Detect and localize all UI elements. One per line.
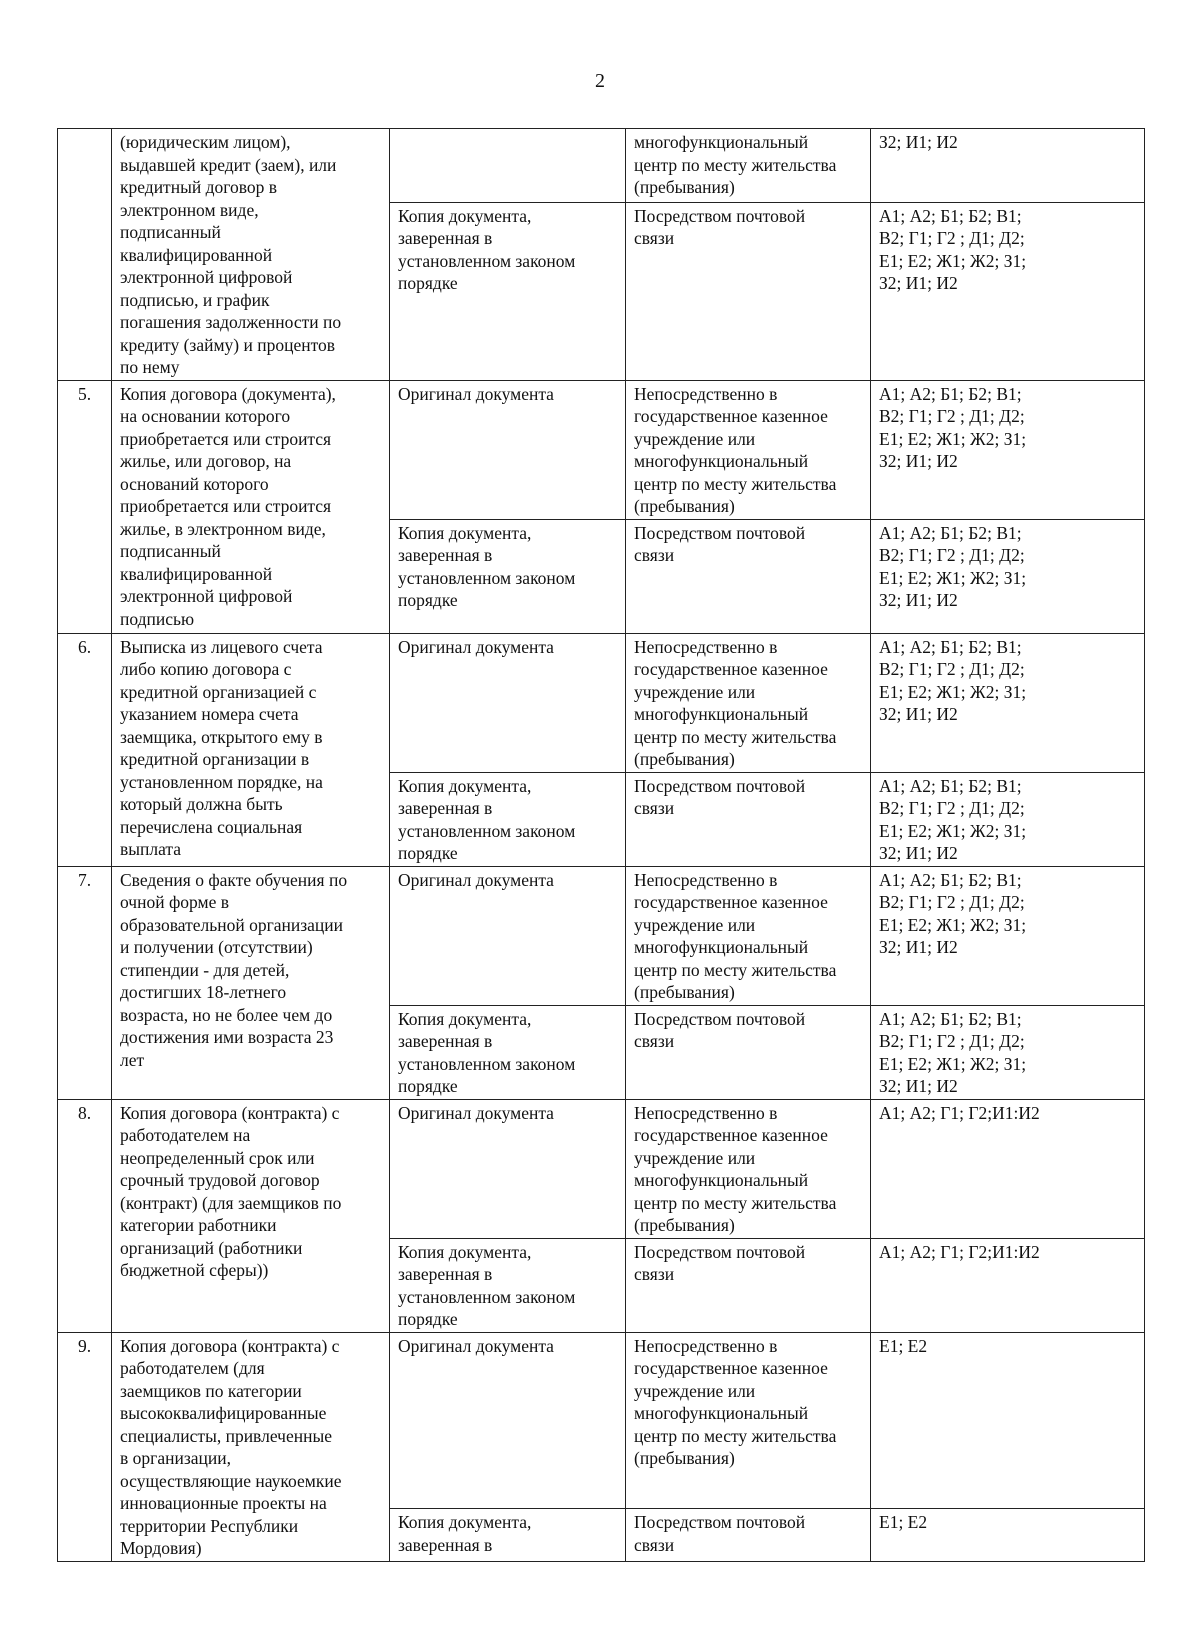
document-name: Копия договора (документа), на основании которого приобретается или строится жилье, или договор, на оснований которого приобретается или строится жилье, в электронном виде, подписанный квалифицированной электронной цифровой подписью: [112, 380, 390, 633]
submission-method: многофункциональный центр по месту жительства (пребывания): [626, 129, 871, 203]
row-number: 5.: [58, 380, 112, 633]
table-row: [58, 866, 1145, 1005]
document-form: Оригинал документа: [390, 1332, 626, 1509]
submission-method: Посредством почтовой связи: [626, 1238, 871, 1332]
category-codes: Е1; Е2: [871, 1509, 1145, 1561]
submission-method: Непосредственно в государственное казенное учреждение или многофункциональный центр по месту жительства (пребывания): [626, 1099, 871, 1238]
table-row: [58, 1332, 1145, 1509]
category-codes: А1; А2; Б1; Б2; В1; В2; Г1; Г2 ; Д1; Д2; Е1; Е2; Ж1; Ж2; З1; З2; И1; И2: [871, 380, 1145, 519]
document-form: Оригинал документа: [390, 633, 626, 772]
document-name: Копия договора (контракта) с работодателем на неопределенный срок или срочный трудовой договор (контракт) (для заемщиков по категории работники организаций (работники бюджетной сферы)): [112, 1099, 390, 1332]
category-codes: А1; А2; Б1; Б2; В1; В2; Г1; Г2 ; Д1; Д2; Е1; Е2; Ж1; Ж2; З1; З2; И1; И2: [871, 772, 1145, 866]
category-codes: А1; А2; Б1; Б2; В1; В2; Г1; Г2 ; Д1; Д2; Е1; Е2; Ж1; Ж2; З1; З2; И1; И2: [871, 866, 1145, 1005]
submission-method: Посредством почтовой связи: [626, 1509, 871, 1561]
row-number: 9.: [58, 1332, 112, 1561]
submission-method: Непосредственно в государственное казенное учреждение или многофункциональный центр по месту жительства (пребывания): [626, 866, 871, 1005]
page-number: 2: [595, 70, 605, 92]
document-form: Копия документа, заверенная в установленном законом порядке: [390, 519, 626, 633]
row-number: 7.: [58, 866, 112, 1099]
row-number: 8.: [58, 1099, 112, 1332]
category-codes: А1; А2; Г1; Г2;И1:И2: [871, 1099, 1145, 1238]
submission-method: Непосредственно в государственное казенное учреждение или многофункциональный центр по месту жительства (пребывания): [626, 633, 871, 772]
document-name: Копия договора (контракта) с работодателем (для заемщиков по категории высококвалифицированные специалисты, привлеченные в организации, осуществляющие наукоемкие инновационные проекты на территории Республики Мордовия): [112, 1332, 390, 1561]
documents-table: [57, 128, 1145, 1562]
document-name: (юридическим лицом), выдавшей кредит (заем), или кредитный договор в электронном виде, подписанный квалифицированной электронной цифровой подписью, и график погашения задолженности по кредиту (займу) и процентов по нему: [112, 129, 390, 381]
document-form: [390, 129, 626, 203]
document-form: Копия документа, заверенная в установленном законом порядке: [390, 1238, 626, 1332]
table-row: [58, 633, 1145, 772]
table-row: [58, 380, 1145, 519]
submission-method: Посредством почтовой связи: [626, 202, 871, 380]
table-row: [58, 1099, 1145, 1238]
category-codes: А1; А2; Б1; Б2; В1; В2; Г1; Г2 ; Д1; Д2; Е1; Е2; Ж1; Ж2; З1; З2; И1; И2: [871, 633, 1145, 772]
submission-method: Непосредственно в государственное казенное учреждение или многофункциональный центр по месту жительства (пребывания): [626, 380, 871, 519]
category-codes: А1; А2; Б1; Б2; В1; В2; Г1; Г2 ; Д1; Д2; Е1; Е2; Ж1; Ж2; З1; З2; И1; И2: [871, 202, 1145, 380]
document-form: Копия документа, заверенная в: [390, 1509, 626, 1561]
document-form: Оригинал документа: [390, 866, 626, 1005]
row-number: [58, 129, 112, 381]
document-form: Оригинал документа: [390, 380, 626, 519]
document-form: Копия документа, заверенная в установленном законом порядке: [390, 772, 626, 866]
document-form: Копия документа, заверенная в установленном законом порядке: [390, 202, 626, 380]
table-row: [58, 129, 1145, 203]
category-codes: А1; А2; Б1; Б2; В1; В2; Г1; Г2 ; Д1; Д2; Е1; Е2; Ж1; Ж2; З1; З2; И1; И2: [871, 519, 1145, 633]
category-codes: А1; А2; Б1; Б2; В1; В2; Г1; Г2 ; Д1; Д2; Е1; Е2; Ж1; Ж2; З1; З2; И1; И2: [871, 1005, 1145, 1099]
document-name: Сведения о факте обучения по очной форме в образовательной организации и получении (отсутствии) стипендии - для детей, достигших 18-летнего возраста, но не более чем до достижения ими возраста 23 лет: [112, 866, 390, 1099]
document-form: Копия документа, заверенная в установленном законом порядке: [390, 1005, 626, 1099]
submission-method: Посредством почтовой связи: [626, 519, 871, 633]
category-codes: А1; А2; Г1; Г2;И1:И2: [871, 1238, 1145, 1332]
submission-method: Посредством почтовой связи: [626, 772, 871, 866]
document-form: Оригинал документа: [390, 1099, 626, 1238]
category-codes: Е1; Е2: [871, 1332, 1145, 1509]
submission-method: Непосредственно в государственное казенное учреждение или многофункциональный центр по месту жительства (пребывания): [626, 1332, 871, 1509]
row-number: 6.: [58, 633, 112, 866]
category-codes: З2; И1; И2: [871, 129, 1145, 203]
document-name: Выписка из лицевого счета либо копию договора с кредитной организацией с указанием номера счета заемщика, открытого ему в кредитной организации в установленном порядке, на который должна быть перечислена социальная выплата: [112, 633, 390, 866]
submission-method: Посредством почтовой связи: [626, 1005, 871, 1099]
